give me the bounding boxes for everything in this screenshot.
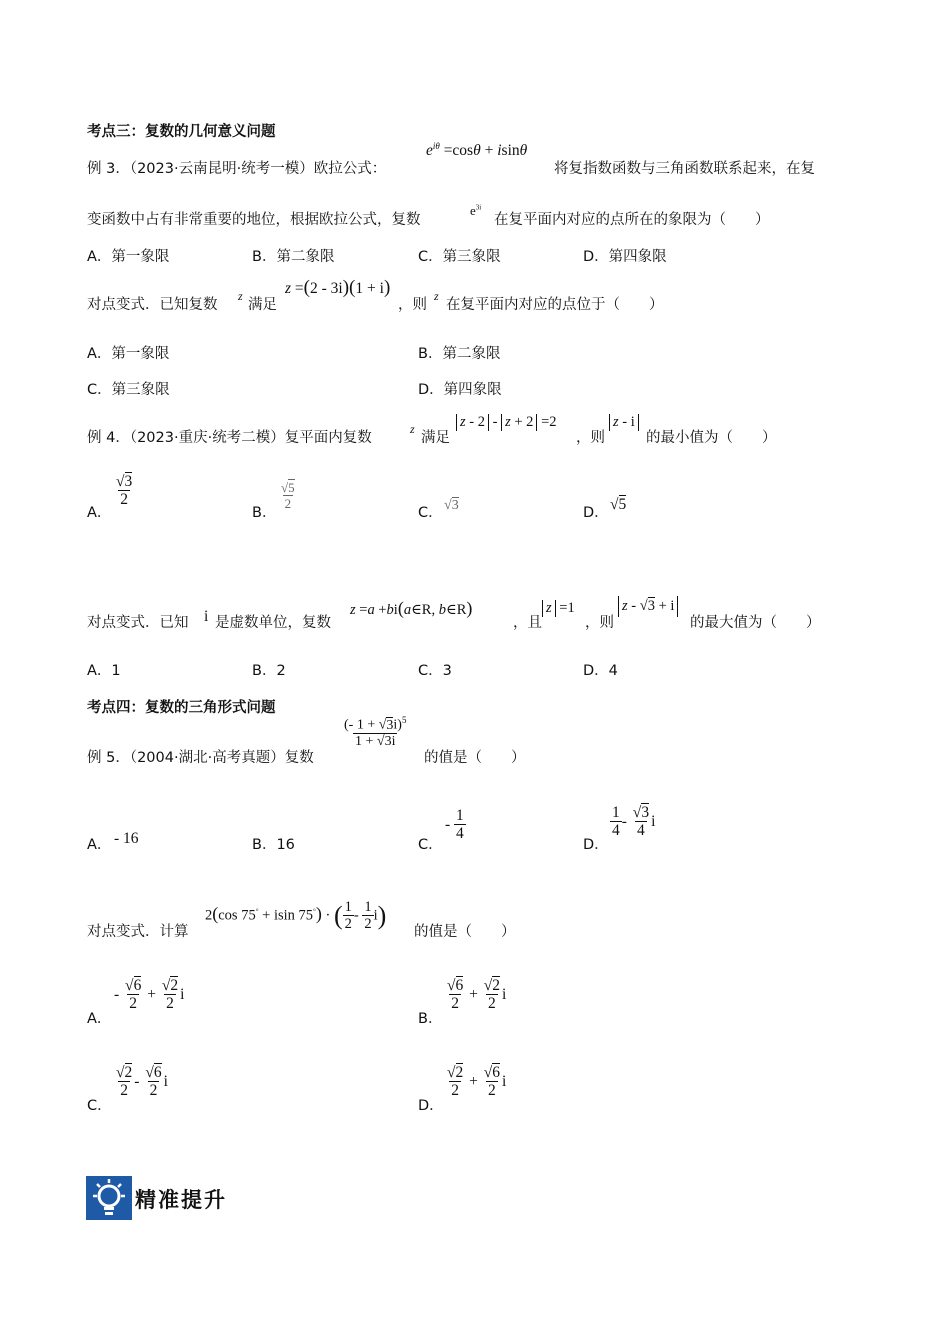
ex5-option-b: B．16 [252,837,295,853]
ex4-suffix-b: 的最小值为（ ） [646,430,777,446]
ex4-option-d-label: D． [583,505,609,521]
ex4-z: z [410,422,415,436]
var4-target: z - √3 + i [618,596,678,617]
ex4-suffix-a: ，则 [576,430,605,446]
ex4-option-c-value: √3 [444,498,459,513]
ex4-option-a-label: A． [87,505,112,521]
ex3-prefix: 例 3．（2023·云南昆明·统考一模）欧拉公式： [87,161,387,177]
var3-z2: z [434,289,439,303]
var4-i: i [204,608,209,625]
ex3-option-a: A．第一象限 [87,249,170,265]
ex4-option-d-value: √5 [610,496,627,513]
var4-prefix: 对点变式．已知 [87,615,189,631]
var4-option-c: C．3 [418,663,452,679]
var5-prefix: 对点变式．计算 [87,924,189,940]
var3-z: z [238,289,243,303]
ex5-formula: $\frac{(- 1 + √3i)^5}{1 + √3i}$ [344,715,407,750]
var4-option-a: A．1 [87,663,121,679]
ex4-option-b-label: B． [252,505,277,521]
ex3-e3i: $e^{3i}$ [470,203,482,218]
var5-option-b-label: B． [418,1011,443,1027]
ex3-line2b: 在复平面内对应的点所在的象限为（ ） [494,212,770,228]
ex5-option-a-label: A． [87,837,112,853]
ex5-option-a-value: - 16 [114,830,139,847]
footer-title: 精准提升 [135,1187,227,1212]
section3-title: 考点三：复数的几何意义问题 [87,124,276,140]
var3-mid: 满足 [248,297,277,313]
var4-cond: z =1 [542,600,575,617]
var5-option-d-value: $\frac{√2}{2}$ + $\frac{√6}{2}$ i [447,1064,507,1100]
var4-option-d: D．4 [583,663,618,679]
var5-option-d-label: D． [418,1098,444,1114]
var4-option-b: B．2 [252,663,286,679]
section4-title: 考点四：复数的三角形式问题 [87,700,276,716]
ex4-target: z - i [609,414,639,431]
var5-suffix: 的值是（ ） [414,924,516,940]
var5-option-a-label: A． [87,1011,112,1027]
ex4-option-a-value: $\frac{√3}{2}$ [116,473,133,509]
var3-option-a: A．第一象限 [87,346,170,362]
var3-formula: z =(2 - 3i)(1 + i) [285,277,391,298]
var5-option-c-value: $\frac{√2}{2}$ - $\frac{√6}{2}$ i [116,1064,168,1100]
var5-formula: 2(cos 75° + isin 75°) · ( $\frac{1}{2}$ - $\frac{1}{2}$ i) [205,899,387,933]
var4-cond-a: ，且 [513,615,542,631]
var3-suffix-b: 在复平面内对应的点位于（ ） [446,297,664,313]
ex3-suffix: 将复指数函数与三角函数联系起来，在复 [554,161,815,177]
var3-option-d: D．第四象限 [418,382,502,398]
var3-option-c: C．第三象限 [87,382,170,398]
ex4-formula: z - 2 - z + 2 =2 [456,414,557,431]
var4-cond-b: ，则 [585,615,614,631]
ex5-option-c-value: - $\frac{1}{4}$ [445,807,464,843]
var4-formula: z =a +bi(a∈R, b∈R) [350,598,473,618]
ex4-mid: 满足 [421,430,450,446]
ex4-prefix: 例 4．（2023·重庆·统考二模）复平面内复数 [87,430,372,446]
var4-mid: 是虚数单位，复数 [215,615,331,631]
var5-option-c-label: C． [87,1098,112,1114]
ex5-option-d-label: D． [583,837,609,853]
ex4-option-c-label: C． [418,505,443,521]
var3-prefix: 对点变式．已知复数 [87,297,218,313]
ex5-option-c-label: C． [418,837,443,853]
var4-suffix: 的最大值为（ ） [690,615,821,631]
ex3-option-b: B．第二象限 [252,249,335,265]
ex5-prefix: 例 5．（2004·湖北·高考真题）复数 [87,750,314,766]
ex5-suffix: 的值是（ ） [424,750,526,766]
var5-option-b-value: $\frac{√6}{2}$ + $\frac{√2}{2}$ i [447,977,507,1013]
ex3-line2a: 变函数中占有非常重要的地位，根据欧拉公式，复数 [87,212,421,228]
ex5-option-d-value: $\frac{1}{4}$ - $\frac{√3}{4}$ i [612,804,656,840]
var5-option-a-value: - $\frac{√6}{2}$ + $\frac{√2}{2}$ i [114,977,185,1013]
var3-option-b: B．第二象限 [418,346,501,362]
ex4-option-b-value: $\frac{√5}{2}$ [281,480,295,511]
ex3-formula: $e^{i\theta} =\cos\theta + isin\theta$ [426,141,528,160]
ex3-option-c: C．第三象限 [418,249,501,265]
var3-suffix-a: ，则 [398,297,427,313]
lightbulb-icon [86,1176,132,1220]
ex3-option-d: D．第四象限 [583,249,667,265]
